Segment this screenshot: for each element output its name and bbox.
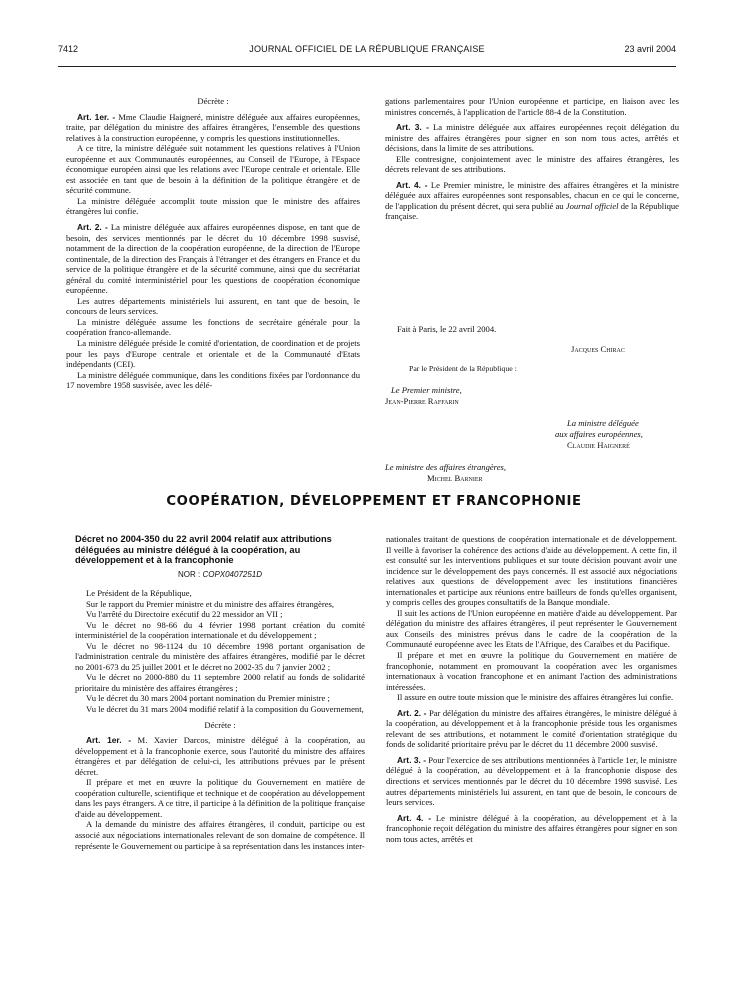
decrete-heading: Décrète : bbox=[197, 96, 229, 106]
ministre-deleguee-title: La ministre déléguée bbox=[567, 418, 639, 428]
article-text: Le ministre délégué à la coopération, au développement et à la francophonie reçoit délégation du ministre des affaires étrangères pour signer en son nom tous actes, arrêtés et bbox=[386, 812, 677, 844]
paragraph: gations parlementaires pour l'Union européenne et participe, en liaison avec les ministres concernés, à l'application de l'article 88-4 de la Constitution. bbox=[385, 96, 679, 117]
article-label: Art. 2. - bbox=[77, 222, 108, 233]
president-name: Jacques Chirac bbox=[571, 344, 625, 354]
article-text: Mme Claudie Haigneré, ministre déléguée aux affaires européennes, traite, par délégation du ministre des affaires étrangères, l'ensemble des questions relatives à la construction européenne, y compris les questions institutionnelles. bbox=[66, 111, 360, 143]
article-label: Art. 4. - bbox=[397, 812, 432, 823]
bottom-left-column bbox=[75, 588, 365, 851]
article-label: Art. 1er. - bbox=[77, 111, 116, 122]
article-2 bbox=[386, 708, 677, 750]
nor-reference bbox=[75, 570, 365, 579]
fait-a-paris: Fait à Paris, le 22 avril 2004. bbox=[397, 324, 497, 334]
article-text: La ministre déléguée aux affaires européennes reçoit délégation du ministre des affaires étrangères pour signer en son nom tous actes, arrêtés et décisions, dans la limite de ses attributions. bbox=[385, 122, 679, 154]
paragraph: Les autres départements ministériels lui assurent, en tant que de besoin, le concours de leurs services. bbox=[66, 295, 360, 317]
paragraph: Sur le rapport du Premier ministre et du ministre des affaires étrangères, bbox=[86, 598, 335, 609]
article-1 bbox=[66, 112, 360, 144]
par-le-president: Par le Président de la République : bbox=[409, 364, 517, 373]
paragraph: Le Président de la République, bbox=[86, 588, 192, 598]
article-label: Art. 1er. - bbox=[86, 735, 132, 746]
article-label: Art. 3. - bbox=[397, 754, 427, 765]
article-label: Art. 4. - bbox=[396, 179, 428, 190]
decree-title: Décret no 2004-350 du 22 avril 2004 relatif aux attributions déléguées au ministre délégué à la coopération, au développement et à la francophonie bbox=[75, 534, 332, 566]
section-title: COOPÉRATION, DÉVELOPPEMENT ET FRANCOPHONIE bbox=[166, 494, 582, 509]
premier-ministre-title: Le Premier ministre, bbox=[391, 385, 462, 395]
nor-code: COPX0407251D bbox=[202, 570, 263, 579]
issue-date: 23 avril 2004 bbox=[624, 44, 676, 54]
ministre-affaires-etrangeres-name: Michel Barnier bbox=[427, 473, 483, 483]
bottom-right-column bbox=[386, 534, 677, 844]
paragraph: Elle contresigne, conjointement avec le ministre des affaires étrangères, les décrets relevant de ses attributions. bbox=[385, 153, 679, 175]
paragraph: nationales traitant de questions de coopération internationale et de développement. Il veille à favoriser la cohérence des actions d'aide au développement. A cette fin, il est consulté sur les interventions publiques et sur toute décision pouvant avoir une incidence sur le développement des pays concernés. Il est associé aux négociations relatives aux questions de développement avec les institutions financières internationales et participe aux réunions entre bailleurs de fonds qu'elles organisent, y compris celles des groupes consultatifs de la Banque mondiale. bbox=[386, 534, 677, 608]
ministre-affaires-etrangeres-title: Le ministre des affaires étrangères, bbox=[385, 462, 507, 472]
article-text: M. Xavier Darcos, ministre délégué à la coopération, au développement et à la francophonie exerce, sous l'autorité du ministre des affaires étrangères et par délégation de celui-ci, les attributions prévues par le présent décret. bbox=[75, 735, 365, 777]
article-1 bbox=[75, 735, 365, 777]
paragraph: Il suit les actions de l'Union européenne en matière d'aide au développement. Par délégation du ministre des affaires étrangères, il peut représenter le Gouvernement aux Conseils des ministres prévus dans le cadre de la coopération de la Communauté européenne avec les Etats de l'Afrique, des Caraïbes et du Pacifique. bbox=[386, 607, 677, 650]
article-2 bbox=[66, 222, 360, 296]
paragraph: La ministre déléguée préside le comité d'orientation, de coordination et de projets pour les pays d'Europe centrale et orientale et de la Communauté d'Etats indépendants (CEI). bbox=[66, 338, 360, 370]
paragraph: A la demande du ministre des affaires étrangères, il conduit, participe ou est associé aux négociations internationales relevant de son domaine de compétence. Il représente le Gouvernement ou participe à sa représentation dans les instances inter- bbox=[75, 819, 365, 851]
journal-officiel-reference: Journal officiel bbox=[565, 200, 619, 211]
page-header bbox=[58, 44, 676, 58]
article-text: de la République française. bbox=[385, 200, 679, 222]
article-label: Art. 2. - bbox=[397, 707, 427, 718]
ministre-deleguee-title-2: aux affaires européennes, bbox=[555, 429, 643, 439]
paragraph: Il prépare et met en œuvre la politique du Gouvernement en matière de francophonie, notamment en promouvant la coopération avec les organismes internationaux à vocation francophone et en animant l'action des administrations intéressées. bbox=[386, 650, 677, 692]
paragraph: Vu le décret no 98-66 du 4 février 1998 portant création du comité interministériel de la coopération internationale et du développement ; bbox=[75, 619, 365, 641]
paragraph: Vu l'arrêté du Directoire exécutif du 22 messidor an VII ; bbox=[86, 609, 283, 620]
paragraph: La ministre déléguée accomplit toute mission que le ministre des affaires étrangères lui confie. bbox=[66, 195, 360, 217]
article-text: Le Premier ministre, le ministre des affaires étrangères et la ministre déléguée aux affaires européennes sont responsables, chacun en ce qui le concerne, de l'application du présent décret, qui sera publié au bbox=[385, 179, 679, 211]
article-text: La ministre déléguée aux affaires européennes dispose, en tant que de besoin, des services mentionnés par le décret du 10 décembre 1998 susvisé, notamment de la direction de la coopération européenne, de la direction de l'Europe continentale, de la direction des Français à l'étranger et des étrangers en France et du service de la politique étrangère et de la sécurité commune, ainsi que du secrétariat général du comité interministériel pour les questions de coopération économique européenne. bbox=[66, 222, 360, 296]
top-left-column bbox=[66, 96, 360, 391]
article-3 bbox=[386, 755, 677, 808]
premier-ministre-name: Jean-Pierre Raffarin bbox=[385, 396, 459, 406]
paragraph: Il assure en outre toute mission que le ministre des affaires étrangères lui confie. bbox=[397, 692, 674, 703]
paragraph: Vu le décret du 31 mars 2004 modifié relatif à la composition du Gouvernement, bbox=[86, 704, 364, 715]
decrete-heading: Décrète : bbox=[204, 719, 236, 730]
article-4 bbox=[385, 180, 679, 222]
page-number: 7412 bbox=[58, 44, 79, 54]
paragraph: Vu le décret no 98-1124 du 10 décembre 1998 portant organisation de l'administration centrale du ministère des affaires étrangères, modifié par le décret no 2001-673 du 25 juillet 2001 et le décret no 2002-35 du 7 janvier 2002 ; bbox=[75, 640, 365, 672]
article-label: Art. 3. - bbox=[396, 122, 429, 133]
top-right-column bbox=[385, 96, 679, 222]
paragraph: Il prépare et met en œuvre la politique du Gouvernement en matière de coopération culturelle, scientifique et technique et de coopération au développement dans les pays étrangers. A ce titre, il participe à la définition de la politique française d'aide au développement. bbox=[75, 777, 365, 819]
article-text: Pour l'exercice de ses attributions mentionnées à l'article 1er, le ministre délégué à la coopération, au développement et à la francophonie dispose des directions et services mentionnés par le décret du 10 décembre 1998 susvisé. Les autres départements ministériels lui assurent, en tant que de besoin, le concours de leurs services. bbox=[386, 754, 677, 808]
paragraph: La ministre déléguée communique, dans les conditions fixées par l'ordonnance du 17 novembre 1958 susvisée, avec les délé- bbox=[66, 369, 360, 391]
paragraph: Vu le décret no 2000-880 du 11 septembre 2000 relatif au fonds de solidarité prioritaire du ministère des affaires étrangères ; bbox=[75, 672, 365, 693]
article-text: Par délégation du ministre des affaires étrangères, le ministre délégué à la coopération, au développement et à la francophonie préside tous les organismes relevant de ses attributions, et notamment le comité d'orientation stratégique du fonds de solidarité prioritaire prévu par le décret du 11 décembre 2000 susvisé. bbox=[386, 707, 677, 750]
ministre-deleguee-name: Claudie Haigneré bbox=[567, 440, 630, 450]
article-3 bbox=[385, 122, 679, 154]
journal-title: JOURNAL OFFICIEL DE LA RÉPUBLIQUE FRANÇAISE bbox=[249, 44, 485, 54]
header-rule bbox=[58, 66, 676, 67]
paragraph: Vu le décret du 30 mars 2004 portant nomination du Premier ministre ; bbox=[86, 693, 330, 704]
nor-label: NOR : bbox=[177, 570, 201, 579]
article-4 bbox=[386, 813, 677, 845]
paragraph: La ministre déléguée assume les fonctions de secrétaire générale pour la coopération franco-allemande. bbox=[66, 316, 360, 338]
paragraph: A ce titre, la ministre déléguée suit notamment les questions relatives à l'Union européenne et aux Communautés européennes, au Conseil de l'Europe, à l'Espace économique européen ainsi que les relations avec l'Europe centrale et orientale. Elle est associée en tant que de besoin à la définition de la politique étrangère et de sécurité commune. bbox=[66, 143, 360, 196]
